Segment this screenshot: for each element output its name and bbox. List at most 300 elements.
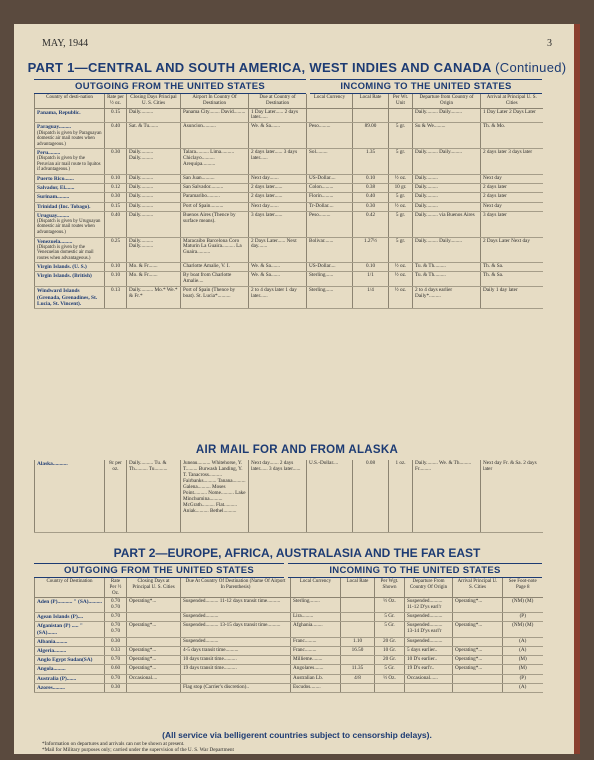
note-cell: (NM) (M) xyxy=(503,622,543,637)
alaska-local-rate: 0.08 xyxy=(353,460,389,532)
local-rate-cell: 0.40 xyxy=(353,193,389,202)
local-rate-cell: 0.38 xyxy=(353,184,389,193)
country-cell xyxy=(35,647,105,656)
unit-cell: ½ oz. xyxy=(389,202,413,211)
local-rate-cell: 0.30 xyxy=(353,202,389,211)
footnote-2: *Mail for Military purposes only; carried under the supervision of the U. S. War Department xyxy=(42,747,234,753)
currency-cell: Tr-Dollar.... xyxy=(307,202,353,211)
country-cell xyxy=(35,184,105,193)
unit-cell: 10 Gr. xyxy=(375,647,405,656)
table-row xyxy=(35,637,543,646)
local-rate-cell: 11.35 xyxy=(341,665,375,674)
local-rate-cell xyxy=(341,683,375,692)
country-note: (Dispatch is given by the Venezuelan domestic air mail routes when advantageous.) xyxy=(37,244,94,261)
departure-cell: Tu. & Th......... xyxy=(413,263,481,272)
table-row xyxy=(35,184,543,193)
rate-cell: 0.30 xyxy=(105,193,127,202)
departure-cell: Daily......... xyxy=(413,174,481,183)
part2-col-header: Country of Destination xyxy=(35,578,105,598)
unit-cell: ½ oz. xyxy=(389,174,413,183)
due-cell: Next day....... xyxy=(249,202,307,211)
departure-cell: Occasional...... xyxy=(405,674,453,683)
alaska-airport: Juneau.......... Whitehorse, Y. T......... Burwash Landing, Y. T. Tanacross.......... Fairbanks.......... Tanana.......... Galena.......... Moses Point.......... Nome.......... Lake Minchumina.......... McGrath.......... Flat.......... Aniak.......... Bethel.......... xyxy=(181,460,249,532)
departure-cell: Daily......... Daily......... xyxy=(413,108,481,123)
country-name: Albania......... xyxy=(37,638,68,645)
alaska-table xyxy=(34,460,543,533)
currency-cell: Sol......... xyxy=(307,149,353,175)
arrival-cell: Operating*... xyxy=(453,647,503,656)
table-row xyxy=(35,287,543,309)
due-cell: Suspended.......... 11-12 days transit time.......... xyxy=(181,598,291,613)
rate-cell: 0.33 xyxy=(105,647,127,656)
closing-cell: Operating*... xyxy=(127,656,181,665)
unit-cell: 5 Gr. xyxy=(375,613,405,622)
currency-cell: US-Dollar.... xyxy=(307,263,353,272)
local-rate-cell: 89.00 xyxy=(353,123,389,149)
table-row xyxy=(35,598,543,613)
table-row xyxy=(35,622,543,637)
note-cell: (A) xyxy=(503,637,543,646)
unit-cell: ½ Oz. xyxy=(375,674,405,683)
departure-cell: Suspended.......... xyxy=(405,637,453,646)
part1-table xyxy=(34,94,543,309)
alaska-departure: Daily......... We. & Th......... Fr......... xyxy=(413,460,481,532)
arrival-cell: 2 Days Later Next day xyxy=(481,237,543,263)
closing-cell: Operating*... xyxy=(127,647,181,656)
closing-cell xyxy=(127,613,181,622)
closing-cell: Sat. & Tu....... xyxy=(127,123,181,149)
part1-col-header: Local Currency xyxy=(307,94,353,108)
airport-cell: Asuncion.......... xyxy=(181,123,249,149)
part2-incoming-band: INCOMING TO THE UNITED STATES xyxy=(288,563,542,578)
alaska-row xyxy=(35,460,543,532)
due-cell: Suspended.......... xyxy=(181,637,291,646)
note-cell: (P) xyxy=(503,674,543,683)
departure-cell xyxy=(405,683,453,692)
country-name: Algeria......... xyxy=(37,648,67,654)
arrival-cell: Operating*... xyxy=(453,622,503,637)
departure-cell: 19 D's earl'r.. xyxy=(405,665,453,674)
closing-cell: Daily.......... xyxy=(127,184,181,193)
table-row xyxy=(35,202,543,211)
rate-cell: 0.25 xyxy=(105,237,127,263)
departure-cell: Daily......... xyxy=(413,184,481,193)
closing-cell: Daily.......... xyxy=(127,174,181,183)
departure-cell: 2 to 4 days earlier Daily*......... xyxy=(413,287,481,309)
note-cell: (NM) (M) xyxy=(503,598,543,613)
closing-cell: Mo. & Fr....... xyxy=(127,263,181,272)
arrival-cell: Daily 1 day later xyxy=(481,287,543,309)
departure-cell: 5 days earlier.. xyxy=(405,647,453,656)
airport-cell: Port of Spain.......... xyxy=(181,202,249,211)
country-cell xyxy=(35,622,105,637)
rate-cell: 0.10 xyxy=(105,174,127,183)
country-cell xyxy=(35,149,105,175)
table-row xyxy=(35,108,543,123)
part2-title: PART 2—EUROPE, AFRICA, AUSTRALASIA AND THE FAR EAST xyxy=(113,546,481,560)
country-name: Venezuela......... xyxy=(37,238,73,245)
table-row xyxy=(35,674,543,683)
local-rate-cell: 1/4 xyxy=(353,287,389,309)
rate-cell: 0.60 xyxy=(105,665,127,674)
country-cell xyxy=(35,108,105,123)
due-cell: Flag stop (Carrier's discretion).. xyxy=(181,683,291,692)
table-row xyxy=(35,149,543,175)
arrival-cell: 2 days later xyxy=(481,184,543,193)
rate-cell: 0.15 xyxy=(105,202,127,211)
arrival-cell xyxy=(453,683,503,692)
country-cell xyxy=(35,202,105,211)
part1-title: PART 1—CENTRAL AND SOUTH AMERICA, WEST INDIES AND CANADA (Continued) xyxy=(27,60,567,75)
due-cell: 4-5 days transit time.......... xyxy=(181,647,291,656)
part1-col-header: Local Rate xyxy=(353,94,389,108)
note-cell: (A) xyxy=(503,683,543,692)
airport-cell: By boat from Charlotte Amalie.... xyxy=(181,272,249,287)
alaska-rate: 8c per oz. xyxy=(105,460,127,532)
country-name: Panama, Republic. xyxy=(37,109,81,116)
local-rate-cell: 0.10 xyxy=(353,174,389,183)
country-cell xyxy=(35,287,105,309)
unit-cell: 20 Gr. xyxy=(375,656,405,665)
closing-cell xyxy=(127,683,181,692)
note-cell: (A) xyxy=(503,647,543,656)
part2-col-header: Per Wgt. Shown xyxy=(375,578,405,598)
local-rate-cell: 1/1 xyxy=(353,272,389,287)
closing-cell: Daily.......... xyxy=(127,202,181,211)
rate-cell: 0.40 xyxy=(105,123,127,149)
note-cell: (M) xyxy=(503,665,543,674)
rate-cell: 0.70 0.70 xyxy=(105,622,127,637)
country-cell xyxy=(35,272,105,287)
censorship-note: (All service via belligerent countries subject to censorship delays). xyxy=(162,730,432,740)
arrival-cell xyxy=(453,637,503,646)
arrival-cell xyxy=(453,613,503,622)
country-name: Anglo Egypt Sudan(SA) xyxy=(37,657,93,664)
departure-cell: Suspended.......... 13-14 D'ys earl'r xyxy=(405,622,453,637)
arrival-cell: Operating*... xyxy=(453,656,503,665)
local-rate-cell: 1.35 xyxy=(353,149,389,175)
local-rate-cell: 1.10 xyxy=(341,637,375,646)
arrival-cell xyxy=(453,674,503,683)
table-row xyxy=(35,665,543,674)
local-rate-cell xyxy=(353,108,389,123)
part2-col-header: Local Currency xyxy=(291,578,341,598)
currency-cell: Sterling........ xyxy=(291,598,341,613)
country-cell xyxy=(35,193,105,202)
table-row xyxy=(35,647,543,656)
due-cell: Suspended.......... 13-15 days transit time.......... xyxy=(181,622,291,637)
currency-cell: Afghania........ xyxy=(291,622,341,637)
country-cell xyxy=(35,656,105,665)
due-cell: We. & Sa....... xyxy=(249,123,307,149)
arrival-cell: Next day xyxy=(481,202,543,211)
departure-cell: Daily......... xyxy=(413,202,481,211)
country-cell xyxy=(35,683,105,692)
country-cell xyxy=(35,613,105,622)
currency-cell: Franc......... xyxy=(291,637,341,646)
local-rate-cell: 1.27½ xyxy=(353,237,389,263)
due-cell: 2 days later...... xyxy=(249,184,307,193)
country-name: Agean Islands (P).... xyxy=(37,614,84,621)
page-date: MAY, 1944 xyxy=(42,38,89,49)
currency-cell: Lira......... xyxy=(291,613,341,622)
due-cell: Next day....... xyxy=(249,174,307,183)
country-cell xyxy=(35,237,105,263)
part1-col-header: Rate per ½ oz. xyxy=(105,94,127,108)
departure-cell: Su & We......... xyxy=(413,123,481,149)
part2-col-header: Due At Country Of Destination (Name Of Airport In Parenthesis) xyxy=(181,578,291,598)
footnote-1: *Information on departures and arrivals can not be shown at present. xyxy=(42,741,185,747)
due-cell: 2 days later...... xyxy=(249,193,307,202)
currency-cell: Bolivar....... xyxy=(307,237,353,263)
country-name: Azores......... xyxy=(37,684,65,691)
closing-cell: Daily.......... xyxy=(127,108,181,123)
part1-col-header: Per Wt. Unit xyxy=(389,94,413,108)
airport-cell: Maracaibo Barcelona Coro Maturin La Guaira.......... La Guaira.......... xyxy=(181,237,249,263)
due-cell xyxy=(181,674,291,683)
currency-cell: Peso......... xyxy=(307,211,353,237)
departure-cell: Suspended.......... xyxy=(405,613,453,622)
airport-cell: Paramaribo.......... xyxy=(181,193,249,202)
closing-cell xyxy=(127,637,181,646)
currency-cell xyxy=(307,108,353,123)
closing-cell: Operating*... xyxy=(127,598,181,613)
note-cell: (M) xyxy=(503,656,543,665)
part2-table xyxy=(34,578,543,693)
local-rate-cell xyxy=(341,598,375,613)
departure-cell: 10 D's earlier.. xyxy=(405,656,453,665)
part1-col-header: Departure from Country of Origin xyxy=(413,94,481,108)
country-name: Trinidad (Inc. Tobago). xyxy=(37,203,91,210)
unit-cell: ½ Oz. xyxy=(375,598,405,613)
due-cell: 2 days later...... 3 days later...... xyxy=(249,149,307,175)
part1-col-header: Airport In Country Of Destination xyxy=(181,94,249,108)
currency-cell: Florin......... xyxy=(307,193,353,202)
closing-cell: Daily.......... xyxy=(127,211,181,237)
local-rate-cell: 4/8 xyxy=(341,674,375,683)
country-cell xyxy=(35,598,105,613)
currency-cell: Franc......... xyxy=(291,647,341,656)
table-row xyxy=(35,237,543,263)
country-name: Aden (P)........... " (SA).......... xyxy=(37,599,102,606)
table-row xyxy=(35,683,543,692)
arrival-cell: Th. & Mo. xyxy=(481,123,543,149)
closing-cell: Operating*... xyxy=(127,622,181,637)
closing-cell: Operating*... xyxy=(127,665,181,674)
country-cell xyxy=(35,263,105,272)
due-cell: 19 days transit time.......... xyxy=(181,665,291,674)
rate-cell: 0.40 xyxy=(105,211,127,237)
arrival-cell: 2 days later xyxy=(481,193,543,202)
rate-cell: 0.13 xyxy=(105,287,127,309)
almanac-page xyxy=(14,24,580,754)
table-row xyxy=(35,193,543,202)
part1-col-header: Due at Country of Destination xyxy=(249,94,307,108)
unit-cell: 5 gr. xyxy=(389,149,413,175)
part2-col-header: Departure From Country Of Origin xyxy=(405,578,453,598)
departure-cell: Daily......... Daily......... xyxy=(413,149,481,175)
due-cell: 2 to 4 days later 1 day later...... xyxy=(249,287,307,309)
due-cell: 3 days later...... xyxy=(249,211,307,237)
table-row xyxy=(35,263,543,272)
departure-cell: Tu. & Th......... xyxy=(413,272,481,287)
country-cell xyxy=(35,174,105,183)
country-cell xyxy=(35,637,105,646)
currency-cell: Peso......... xyxy=(307,123,353,149)
unit-cell: 20 Gr. xyxy=(375,637,405,646)
arrival-cell: 3 days later xyxy=(481,211,543,237)
unit-cell: 5 Gr. xyxy=(375,622,405,637)
part1-incoming-band: INCOMING TO THE UNITED STATES xyxy=(310,79,542,94)
country-name: Peru......... xyxy=(37,150,61,157)
arrival-cell: Th. & Sa. xyxy=(481,272,543,287)
unit-cell: ½ oz. xyxy=(389,272,413,287)
local-rate-cell xyxy=(341,613,375,622)
rate-cell: 0.30 xyxy=(105,637,127,646)
part1-col-header: Country of desti-nation xyxy=(35,94,105,108)
table-row xyxy=(35,272,543,287)
unit-cell xyxy=(375,683,405,692)
unit-cell: 5 gr. xyxy=(389,193,413,202)
alaska-country: Alaska........... xyxy=(37,461,68,467)
closing-cell: Mo. & Fr....... xyxy=(127,272,181,287)
due-cell: 1 Day Later...... 2 days later...... xyxy=(249,108,307,123)
currency-cell: Sterling...... xyxy=(307,272,353,287)
arrival-cell: 2 days later 3 days later xyxy=(481,149,543,175)
page-number: 3 xyxy=(547,38,552,49)
arrival-cell: Next day xyxy=(481,174,543,183)
due-cell: We. & Sa....... xyxy=(249,272,307,287)
country-name: Windward Islands (Grenada, Grenadines, St. Lucia, St. Vincent). xyxy=(37,288,98,307)
currency-cell: Millieme........ xyxy=(291,656,341,665)
local-rate-cell: 0.42 xyxy=(353,211,389,237)
rate-cell: 0.70 0.70 xyxy=(105,598,127,613)
country-cell xyxy=(35,674,105,683)
local-rate-cell xyxy=(341,622,375,637)
unit-cell: ½ oz. xyxy=(389,263,413,272)
currency-cell: Colon......... xyxy=(307,184,353,193)
departure-cell: Daily......... via Buenos Aires xyxy=(413,211,481,237)
rate-cell: 0.70 xyxy=(105,656,127,665)
currency-cell: Escudos........ xyxy=(291,683,341,692)
table-row xyxy=(35,656,543,665)
country-name: Virgin Islands. (British) xyxy=(37,273,92,280)
country-cell xyxy=(35,123,105,149)
part2-outgoing-band: OUTGOING FROM THE UNITED STATES xyxy=(34,563,284,578)
country-note: (Dispatch is given by Paraguayan domestic air mail routes when advantageous.) xyxy=(37,130,102,147)
unit-cell: 5 gr. xyxy=(389,123,413,149)
local-rate-cell xyxy=(341,656,375,665)
rate-cell: 0.15 xyxy=(105,108,127,123)
part2-col-header: Local Rate xyxy=(341,578,375,598)
country-name: Australia (P)....... xyxy=(37,675,77,682)
part2-col-header: Rate Per ½ Oz. xyxy=(105,578,127,598)
part1-col-header: Arrival at Principal U. S. Cities xyxy=(481,94,543,108)
country-name: Angola......... xyxy=(37,666,66,673)
alaska-closing: Daily.......... Tu. & Th.......... Tu.......... xyxy=(127,460,181,532)
closing-cell: Occasional.... xyxy=(127,674,181,683)
unit-cell xyxy=(389,108,413,123)
arrival-cell: Operating*... xyxy=(453,665,503,674)
part1-col-header: Closing Days Principal U. S. Cities xyxy=(127,94,181,108)
local-rate-cell: 16.50 xyxy=(341,647,375,656)
rate-cell: 0.30 xyxy=(105,149,127,175)
country-name: Virgin Islands. (U. S.) xyxy=(37,264,87,271)
rate-cell: 0.30 xyxy=(105,683,127,692)
due-cell: Suspended.......... xyxy=(181,613,291,622)
alaska-due: Next day....... 2 days later...... 3 days later...... xyxy=(249,460,307,532)
table-row xyxy=(35,123,543,149)
table-row xyxy=(35,211,543,237)
due-cell: We. & Sa....... xyxy=(249,263,307,272)
departure-cell: Suspended.......... 11-12 D'ys earl'r xyxy=(405,598,453,613)
country-name: Paraguay......... xyxy=(37,124,71,131)
part2-col-header: Arrival Principal U. S. Cities xyxy=(453,578,503,598)
unit-cell: 10 gr. xyxy=(389,184,413,193)
alaska-title: AIR MAIL FOR AND FROM ALASKA xyxy=(195,444,399,456)
alaska-arrival: Next day Fr. & Sa. 2 days later xyxy=(481,460,543,532)
arrival-cell: Th. & Sa. xyxy=(481,263,543,272)
due-cell: 2 Days Later...... Next day....... xyxy=(249,237,307,263)
arrival-cell: Operating*... xyxy=(453,598,503,613)
alaska-unit: 1 oz. xyxy=(389,460,413,532)
country-name: Puerto Rico....... xyxy=(37,175,74,182)
part2-col-header: See Foot-note Page 8 xyxy=(503,578,543,598)
airport-cell: Charlotte Amalie, V. I. xyxy=(181,263,249,272)
country-cell xyxy=(35,665,105,674)
table-row xyxy=(35,174,543,183)
closing-cell: Daily.......... Daily.......... xyxy=(127,149,181,175)
rate-cell: 0.70 xyxy=(105,674,127,683)
country-note: (Dispatch is given by Uruguayan domestic air mail routes when advantageous.) xyxy=(37,218,101,235)
table-row xyxy=(35,613,543,622)
alaska-currency: U.S.-Dollar.... xyxy=(307,460,353,532)
departure-cell: Daily......... xyxy=(413,193,481,202)
country-name: Uruguay......... xyxy=(37,212,70,219)
unit-cell: 5 Gr. xyxy=(375,665,405,674)
departure-cell: Daily......... Daily......... xyxy=(413,237,481,263)
currency-cell: US-Dollar.... xyxy=(307,174,353,183)
rate-cell: 0.12 xyxy=(105,184,127,193)
airport-cell: San Salvador.......... xyxy=(181,184,249,193)
airport-cell: Panama City........ David......... xyxy=(181,108,249,123)
country-name: Afganistan (P) ..... " (SA)....... xyxy=(37,623,83,636)
closing-cell: Daily.......... Mo.* We.* & Fr.* xyxy=(127,287,181,309)
local-rate-cell: 0.10 xyxy=(353,263,389,272)
rate-cell: 0.70 xyxy=(105,613,127,622)
note-cell: (P) xyxy=(503,613,543,622)
arrival-cell: 1 Day Later 2 Days Later xyxy=(481,108,543,123)
currency-cell: Angolares....... xyxy=(291,665,341,674)
currency-cell: Australian Lb. xyxy=(291,674,341,683)
country-name: Salvador, El....... xyxy=(37,185,75,192)
rate-cell: 0.10 xyxy=(105,272,127,287)
country-name: Surinam......... xyxy=(37,194,70,201)
unit-cell: ½ oz. xyxy=(389,287,413,309)
closing-cell: Daily.......... xyxy=(127,193,181,202)
book-spine xyxy=(574,24,580,754)
airport-cell: San Juan.......... xyxy=(181,174,249,183)
part1-outgoing-band: OUTGOING FROM THE UNITED STATES xyxy=(34,79,306,94)
unit-cell: 5 gr. xyxy=(389,237,413,263)
unit-cell: 5 gr. xyxy=(389,211,413,237)
part2-col-header: Closing Days at Principal U. S. Cities xyxy=(127,578,181,598)
country-cell xyxy=(35,211,105,237)
due-cell: 10 days transit time.......... xyxy=(181,656,291,665)
country-note: (Dispatch is given by the Peruvian air mail route to Iquitos if advantageous.) xyxy=(37,156,101,173)
airport-cell: Talara.......... Lima.......... Chiclayo.......... Arequipa.......... xyxy=(181,149,249,175)
currency-cell: Sterling...... xyxy=(307,287,353,309)
